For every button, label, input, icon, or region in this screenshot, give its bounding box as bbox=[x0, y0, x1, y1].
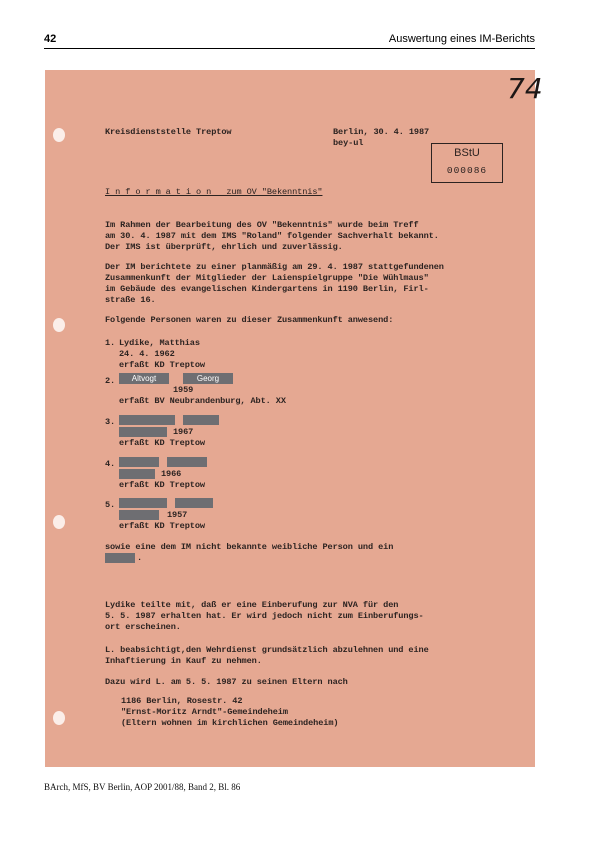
para4: sowie eine dem IM nicht bekannte weibliche Person und ein bbox=[105, 542, 394, 552]
redaction-bar bbox=[119, 457, 159, 467]
person-number: 3. bbox=[105, 417, 116, 427]
person-note: erfaßt KD Treptow bbox=[119, 521, 205, 531]
para2-line1: Der IM berichtete zu einer planmäßig am 29. 4. 1987 stattgefundenen bbox=[105, 262, 444, 272]
para1-line1: Im Rahmen der Bearbeitung des OV "Bekenntnis" wurde beim Treff bbox=[105, 220, 419, 230]
para6-line1: L. beabsichtigt,den Wehrdienst grundsätzlich abzulehnen und eine bbox=[105, 645, 429, 655]
person-birthdate: 24. 4. 1962 bbox=[119, 349, 175, 359]
redaction-bar bbox=[119, 510, 159, 520]
person-birthdate: 1967 bbox=[173, 427, 194, 437]
sender: Kreisdienststelle Treptow bbox=[105, 127, 232, 137]
address-line3: (Eltern wohnen im kirchlichen Gemeindeheim) bbox=[121, 718, 339, 728]
redaction-bar bbox=[175, 498, 213, 508]
punch-hole bbox=[53, 711, 65, 725]
para4-end: . bbox=[137, 553, 143, 563]
scanned-document bbox=[45, 70, 543, 767]
stamp-number: 000086 bbox=[446, 165, 488, 176]
reference: bey-ul bbox=[333, 138, 364, 148]
para2-line3: im Gebäude des evangelischen Kindergartens in 1190 Berlin, Firl- bbox=[105, 284, 429, 294]
header-rule bbox=[44, 48, 535, 49]
para2-line4: straße 16. bbox=[105, 295, 156, 305]
redaction-bar bbox=[167, 457, 207, 467]
redaction-bar bbox=[119, 427, 167, 437]
running-title: Auswertung eines IM-Berichts bbox=[388, 33, 535, 45]
redaction-bar bbox=[105, 553, 135, 563]
punch-hole bbox=[53, 515, 65, 529]
para5-line2: 5. 5. 1987 erhalten hat. Er wird jedoch nicht zum Einberufungs- bbox=[105, 611, 424, 621]
person-birthdate: 1957 bbox=[167, 510, 188, 520]
para1-line3: Der IMS ist überprüft, ehrlich und zuverlässig. bbox=[105, 242, 343, 252]
person-number: 5. bbox=[105, 500, 116, 510]
redaction-bar bbox=[183, 415, 219, 425]
handwritten-folio-number: 74 bbox=[507, 72, 543, 105]
person-name: Lydike, Matthias bbox=[119, 338, 200, 348]
person-note: erfaßt KD Treptow bbox=[119, 360, 205, 370]
person-note: erfaßt KD Treptow bbox=[119, 480, 205, 490]
address-line1: 1186 Berlin, Rosestr. 42 bbox=[121, 696, 243, 706]
person-number: 4. bbox=[105, 459, 116, 469]
page-number: 42 bbox=[44, 33, 57, 45]
para7: Dazu wird L. am 5. 5. 1987 zu seinen Eltern nach bbox=[105, 677, 348, 687]
punch-hole bbox=[53, 128, 65, 142]
redaction-bar bbox=[119, 498, 167, 508]
para5-line3: ort erscheinen. bbox=[105, 622, 181, 632]
document-title: I n f o r m a t i o n zum OV "Bekenntnis" bbox=[105, 187, 323, 197]
redacted-surname: Altvogt bbox=[119, 373, 169, 384]
punch-hole bbox=[53, 318, 65, 332]
para3: Folgende Personen waren zu dieser Zusammenkunft anwesend: bbox=[105, 315, 394, 325]
person-birthdate: 1959 bbox=[173, 385, 194, 395]
person-note: erfaßt BV Neubrandenburg, Abt. XX bbox=[119, 396, 286, 406]
redaction-bar bbox=[119, 415, 175, 425]
person-birthdate: 1966 bbox=[161, 469, 182, 479]
para2-line2: Zusammenkunft der Mitglieder der Laienspielgruppe "Die Wühlmaus" bbox=[105, 273, 429, 283]
source-caption: BArch, MfS, BV Berlin, AOP 2001/88, Band 2, Bl. 86 bbox=[44, 782, 241, 792]
stamp-title: BStU bbox=[454, 147, 480, 159]
person-number: 1. bbox=[105, 338, 116, 348]
person-number: 2. bbox=[105, 376, 116, 386]
para6-line2: Inhaftierung in Kauf zu nehmen. bbox=[105, 656, 262, 666]
para5-line1: Lydike teilte mit, daß er eine Einberufung zur NVA für den bbox=[105, 600, 399, 610]
address-line2: "Ernst-Moritz Arndt"-Gemeindeheim bbox=[121, 707, 288, 717]
bstu-stamp bbox=[431, 143, 503, 183]
para1-line2: am 30. 4. 1987 mit dem IMS "Roland" folgender Sachverhalt bekannt. bbox=[105, 231, 439, 241]
place-date: Berlin, 30. 4. 1987 bbox=[333, 127, 430, 137]
redaction-bar bbox=[119, 469, 155, 479]
person-note: erfaßt KD Treptow bbox=[119, 438, 205, 448]
redacted-given-name: Georg bbox=[183, 373, 233, 384]
